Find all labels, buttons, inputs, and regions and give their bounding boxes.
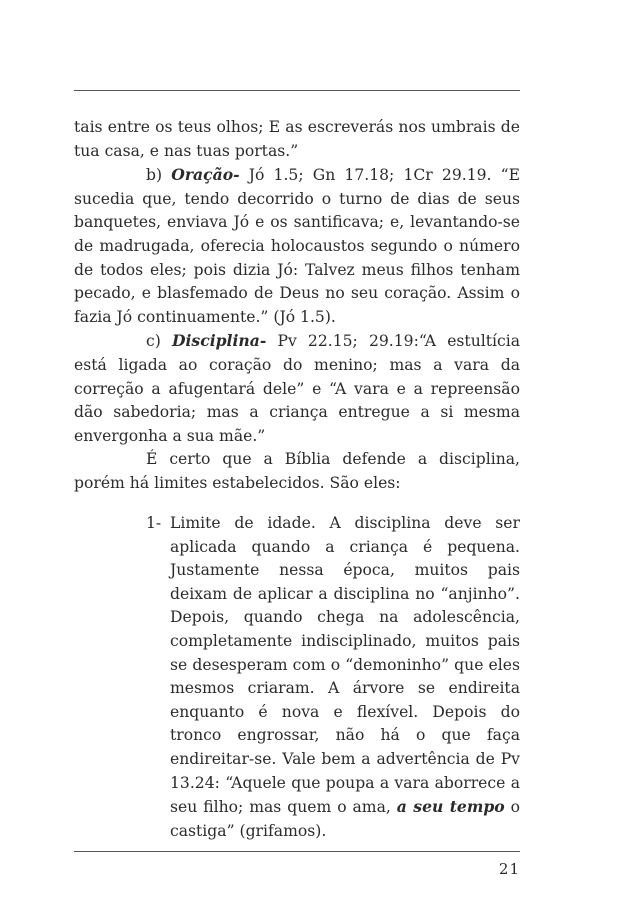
- section-b-text: Jó 1.5; Gn 17.18; 1Cr 29.19. “E sucedia que, tendo decorrido o turno de dias de seus banquetes, enviava Jó e os santificava; e, levantando-se de madrugada, oferecia holocaustos segundo o número de todos eles; pois dizia Jó: Talvez meus filhos tenham pecado, e blasfemado de Deus no seu coração. Assim o fazia Jó continuamente.” (Jó 1.5).: [74, 166, 520, 326]
- limits-intro-paragraph: É certo que a Bíblia defende a disciplina, porém há limites estabelecidos. São eles:: [74, 450, 520, 492]
- header-rule: [74, 90, 520, 91]
- section-b-paragraph: [74, 163, 520, 329]
- list-item-text-before: Limite de idade. A disciplina deve ser aplicada quando a criança é pequena. Justamente nessa época, muitos pais deixam de aplicar a disciplina no “anjinho”. Depois, quando chega na adolescência, completamente indisciplinado, muitos pais se desesperam com o “demoninho” que eles mesmos criaram. A árvore se endireita enquanto é nova e flexível. Depois do tronco engrossar, não há o que faça endireitar-se. Vale bem a advertência de Pv 13.24: “Aquele que poupa a vara aborrece a seu filho; mas quem o ama,: [170, 514, 520, 817]
- section-c-paragraph: [74, 329, 520, 448]
- footer-rule: [74, 851, 520, 852]
- page-number: 21: [498, 860, 520, 878]
- list-item-text: [170, 512, 520, 843]
- section-b-keyword: Oração-: [171, 165, 240, 185]
- section-c-text: Pv 22.15; 29.19:“A estultícia está ligada ao coração do menino; mas a vara da correção a afugentará dele” e “A vara e a repreensão dão sabedoria; mas a criança entregue a si mesma envergonha a sua mãe.”: [74, 332, 520, 445]
- section-c-marker: c): [146, 332, 161, 351]
- list-item-number: 1-: [146, 514, 162, 532]
- body-text: [74, 116, 520, 496]
- section-b-marker: b): [146, 166, 163, 185]
- continuation-paragraph: tais entre os teus olhos; E as escreverás nos umbrais de tua casa, e nas tuas portas.”: [74, 118, 520, 160]
- limits-list: [146, 512, 520, 843]
- section-c-keyword: Disciplina-: [171, 331, 267, 351]
- list-item: [146, 512, 520, 843]
- list-item-emphasis: a seu tempo: [396, 797, 505, 817]
- list-item-text-after: o castiga” (grifamos).: [170, 798, 520, 840]
